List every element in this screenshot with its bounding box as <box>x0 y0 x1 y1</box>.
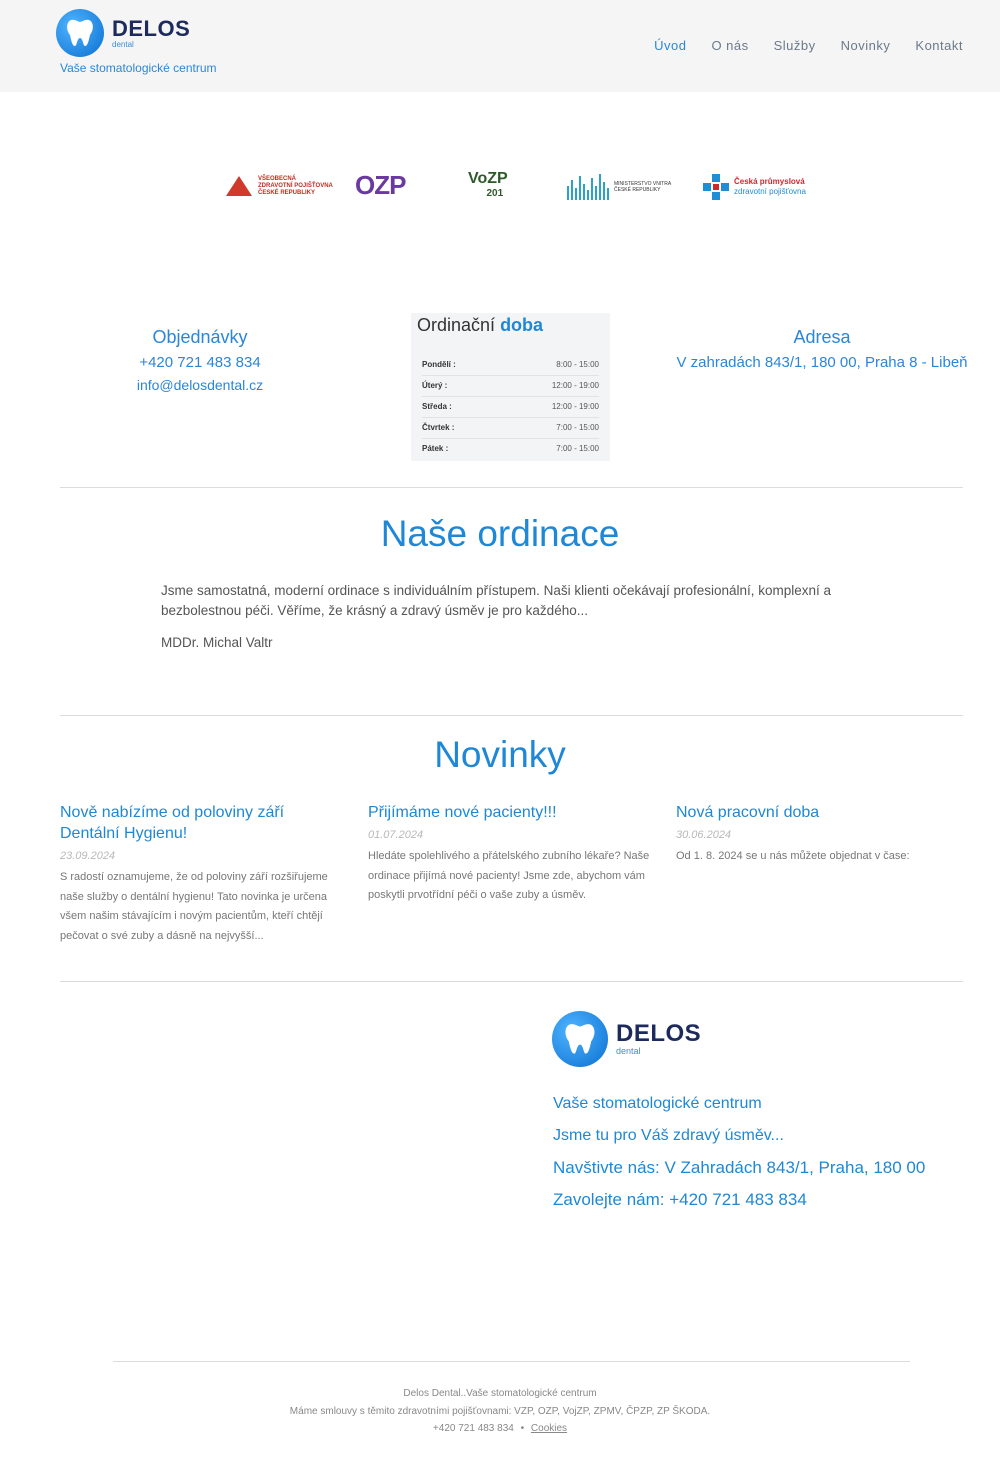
site-logo[interactable] <box>56 9 196 57</box>
tooth-icon <box>552 1011 608 1067</box>
orders-phone-link[interactable]: +420 721 483 834 <box>139 354 261 371</box>
main-nav <box>654 38 963 53</box>
about-title: Naše ordinace <box>380 513 620 554</box>
address-title: Adresa <box>793 327 851 347</box>
logo-name: DELOS <box>112 15 191 41</box>
footer-phone: +420 721 483 834 <box>432 1423 514 1434</box>
mv-text-2: ČESKÉ REPUBLIKY <box>614 187 661 193</box>
table-row <box>422 417 599 438</box>
mv-bars-icon <box>567 174 609 200</box>
footer-line-3 <box>0 1420 1000 1438</box>
news-item-date: 23.09.2024 <box>60 850 116 862</box>
hours-title-b: doba <box>500 315 544 335</box>
orders-title: Objednávky <box>152 327 248 347</box>
hours-time: 8:00 - 15:00 <box>496 354 599 375</box>
divider <box>60 487 963 488</box>
vzp-text-2: ZDRAVOTNÍ POJIŠŤOVNA <box>258 182 333 189</box>
table-row <box>422 375 599 396</box>
vozp-number: 201 <box>486 188 504 199</box>
opening-hours-title <box>417 315 543 336</box>
news-item-date: 01.07.2024 <box>368 829 424 841</box>
cpzp-cross-icon <box>703 174 729 200</box>
cpzp-text-2: zdravotní pojišťovna <box>734 187 806 196</box>
orders-email-link[interactable]: info@delosdental.cz <box>136 377 264 393</box>
opening-hours-table <box>422 354 599 459</box>
nav-item-services[interactable]: Služby <box>773 38 816 53</box>
vzp-triangle-icon <box>226 176 252 196</box>
vzp-logo <box>226 176 333 197</box>
footer-separator: • <box>520 1423 525 1434</box>
tooth-icon <box>56 9 104 57</box>
hours-time: 12:00 - 19:00 <box>496 375 599 396</box>
about-signature: MDDr. Michal Valtr <box>161 635 273 650</box>
footer-brand-address: Navštivte nás: V Zahradách 843/1, Praha, 180 00 <box>553 1158 926 1177</box>
news-item-excerpt: S radostí oznamujeme, že od poloviny září rozšiřujeme naše služby o dentální hygienu! Tato novinka je určena všem našim stávajícím i novým pacientům, kteří chtějí pečovat o své zuby a dásně na nejvyšší... <box>60 871 328 942</box>
vozp-logo <box>468 171 508 199</box>
table-row <box>422 438 599 459</box>
hours-day: Úterý : <box>422 375 496 396</box>
vzp-text-1: VŠEOBECNÁ <box>258 176 297 182</box>
site-header <box>0 0 1000 92</box>
footer-line-1: Delos Dental..Vaše stomatologické centrum <box>403 1388 597 1399</box>
site-tagline: Vaše stomatologické centrum <box>60 61 217 75</box>
footer-logo-name: DELOS <box>616 1020 702 1047</box>
cookies-link[interactable]: Cookies <box>530 1423 568 1434</box>
hours-day: Pátek : <box>422 444 449 454</box>
mv-logo <box>567 174 671 200</box>
ozp-logo: OZP <box>355 170 406 200</box>
table-row <box>422 396 599 417</box>
footer-line-2: Máme smlouvy s těmito zdravotními pojišťovnami: VZP, OZP, VojZP, ZPMV, ČPZP, ZP ŠKODA. <box>289 1405 711 1417</box>
footer-logo-subtitle: dental <box>616 1046 641 1056</box>
news-item <box>368 802 656 906</box>
news-item-excerpt: Hledáte spolehlivého a přátelského zubního lékaře? Naše ordinace přijímá nové pacienty! Jsme zde, abychom vám poskytli prvotřídní péči o vaše zuby a úsměv. <box>368 850 650 901</box>
vozp-text: VoZP <box>468 170 508 187</box>
about-text-block <box>161 581 861 653</box>
vzp-text-3: ČESKÉ REPUBLIKY <box>258 189 316 196</box>
news-item-title-link[interactable]: Přijímáme nové pacienty!!! <box>368 804 557 821</box>
news-item-date: 30.06.2024 <box>676 829 732 841</box>
footer-logo[interactable] <box>552 1011 701 1067</box>
cpzp-logo <box>703 174 806 200</box>
footer-brand-info <box>553 1092 925 1220</box>
hours-time: 7:00 - 15:00 <box>556 444 599 454</box>
footer-brand-phone: Zavolejte nám: +420 721 483 834 <box>553 1190 807 1209</box>
insurer-logos <box>0 168 1000 208</box>
hours-time: 12:00 - 19:00 <box>496 396 599 417</box>
footer-divider <box>113 1361 910 1362</box>
hours-title-a: Ordinační <box>417 315 496 335</box>
news-item-title-link[interactable]: Nová pracovní doba <box>676 804 820 821</box>
address-section <box>672 327 972 371</box>
news-title: Novinky <box>434 734 566 775</box>
hours-day: Pondělí : <box>422 354 496 375</box>
footer-brand-slogan: Jsme tu pro Váš zdravý úsměv... <box>553 1127 784 1144</box>
news-item <box>676 802 964 867</box>
orders-section <box>100 327 300 393</box>
address-text[interactable]: V zahradách 843/1, 180 00, Praha 8 - Libeň <box>676 354 968 371</box>
cpzp-text-1: Česká průmyslová <box>734 177 805 186</box>
news-item <box>60 802 348 946</box>
site-footer <box>0 1385 1000 1438</box>
divider <box>60 981 963 982</box>
divider <box>60 715 963 716</box>
nav-item-about[interactable]: O nás <box>711 38 749 53</box>
news-item-excerpt: Od 1. 8. 2024 se u nás můžete objednat v čase: <box>676 850 910 862</box>
logo-subtitle: dental <box>112 39 134 49</box>
hours-day: Středa : <box>422 396 496 417</box>
hours-day: Čtvrtek : <box>422 417 496 438</box>
nav-item-home[interactable]: Úvod <box>654 38 687 53</box>
mv-text-1: MINISTERSTVO VNITRA <box>614 180 672 187</box>
opening-hours-card <box>411 313 610 461</box>
nav-item-contact[interactable]: Kontakt <box>915 38 963 53</box>
news-item-title-link[interactable]: Nově nabízíme od poloviny září Dentální Hygienu! <box>60 804 285 842</box>
about-paragraph: Jsme samostatná, moderní ordinace s individuálním přístupem. Naši klienti očekávají profesionální, komplexní a bezbolestnou péči. Věříme, že krásný a zdravý úsměv je pro každého... <box>161 583 832 618</box>
footer-brand-tagline: Vaše stomatologické centrum <box>553 1095 762 1112</box>
hours-time: 7:00 - 15:00 <box>496 417 599 438</box>
nav-item-news[interactable]: Novinky <box>840 38 891 53</box>
table-row <box>422 354 599 375</box>
